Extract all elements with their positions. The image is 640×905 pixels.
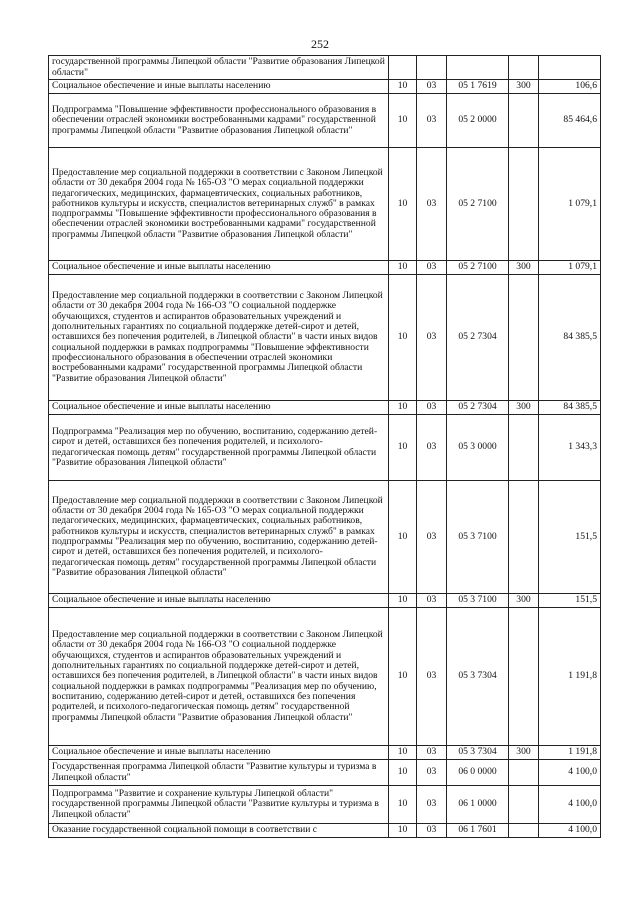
- row-section: 10: [389, 481, 417, 594]
- table-row: [49, 481, 601, 594]
- row-target-article: 05 3 0000: [447, 415, 509, 481]
- budget-table: [48, 55, 601, 838]
- row-target-article: 05 2 7304: [447, 401, 509, 415]
- row-target-article: [447, 56, 509, 80]
- table-row: [49, 80, 601, 94]
- row-subsection: 03: [417, 481, 447, 594]
- row-sum: 84 385,5: [539, 401, 601, 415]
- row-expense-type: [509, 275, 539, 401]
- row-name: Подпрограмма "Реализация мер по обучению, воспитанию, содержанию детей-сирот и детей, оставшихся без попечения родителей, и психолого-педагогическая помощь детям" государственной программы Липецкой области "Развитие образования Липецкой области": [49, 415, 389, 481]
- row-target-article: 05 2 7304: [447, 275, 509, 401]
- row-target-article: 06 0 0000: [447, 760, 509, 786]
- row-subsection: 03: [417, 746, 447, 760]
- table-row: [49, 415, 601, 481]
- row-section: 10: [389, 608, 417, 746]
- table-row: [49, 148, 601, 261]
- row-sum: 151,5: [539, 481, 601, 594]
- row-target-article: 06 1 0000: [447, 786, 509, 824]
- row-subsection: 03: [417, 401, 447, 415]
- row-expense-type: [509, 481, 539, 594]
- row-target-article: 05 2 7100: [447, 148, 509, 261]
- row-sum: 84 385,5: [539, 275, 601, 401]
- row-expense-type: [509, 94, 539, 148]
- row-section: 10: [389, 760, 417, 786]
- row-subsection: 03: [417, 760, 447, 786]
- row-name: Предоставление мер социальной поддержки в соответствии с Законом Липецкой области от 30 декабря 2004 года № 165-ОЗ "О мерах социальной поддержки педагогических, медицинских, фармацевтических, социальных работников, работников культуры и искусств, специалистов ветеринарных служб" в рамках подпрограммы "Реализация мер по обучению, воспитанию, содержанию детей-сирот и детей, оставшихся без попечения родителей, и психолого-педагогическая помощь детям" государственной программы Липецкой области "Развитие образования Липецкой области": [49, 481, 389, 594]
- row-expense-type: [509, 415, 539, 481]
- table-row: [49, 56, 601, 80]
- row-sum: 1 191,8: [539, 746, 601, 760]
- row-expense-type: 300: [509, 746, 539, 760]
- table-row: [49, 824, 601, 838]
- row-name: Социальное обеспечение и иные выплаты населению: [49, 80, 389, 94]
- row-sum: 85 464,6: [539, 94, 601, 148]
- row-subsection: 03: [417, 415, 447, 481]
- row-name: Социальное обеспечение и иные выплаты населению: [49, 746, 389, 760]
- row-subsection: [417, 56, 447, 80]
- row-sum: 1 079,1: [539, 148, 601, 261]
- row-target-article: 05 3 7304: [447, 746, 509, 760]
- row-section: [389, 56, 417, 80]
- row-subsection: 03: [417, 148, 447, 261]
- row-section: 10: [389, 80, 417, 94]
- row-name: Подпрограмма "Повышение эффективности профессионального образования в обеспечении отраслей экономики востребованными кадрами" государственной программы Липецкой области "Развитие образования Липецкой области": [49, 94, 389, 148]
- row-target-article: 05 3 7100: [447, 481, 509, 594]
- table-row: [49, 275, 601, 401]
- row-section: 10: [389, 261, 417, 275]
- row-section: 10: [389, 415, 417, 481]
- row-subsection: 03: [417, 94, 447, 148]
- row-subsection: 03: [417, 80, 447, 94]
- row-section: 10: [389, 786, 417, 824]
- row-sum: 1 191,8: [539, 608, 601, 746]
- row-section: 10: [389, 594, 417, 608]
- row-expense-type: 300: [509, 261, 539, 275]
- page-number: 252: [311, 37, 329, 51]
- row-name: Государственная программа Липецкой области "Развитие культуры и туризма в Липецкой области": [49, 760, 389, 786]
- row-sum: 4 100,0: [539, 786, 601, 824]
- row-section: 10: [389, 94, 417, 148]
- row-name: государственной программы Липецкой области "Развитие образования Липецкой области": [49, 56, 389, 80]
- row-sum: 1 079,1: [539, 261, 601, 275]
- table-row: [49, 786, 601, 824]
- table-row: [49, 608, 601, 746]
- row-expense-type: [509, 56, 539, 80]
- row-expense-type: [509, 148, 539, 261]
- row-section: 10: [389, 148, 417, 261]
- row-section: 10: [389, 746, 417, 760]
- row-section: 10: [389, 824, 417, 838]
- row-sum: 4 100,0: [539, 824, 601, 838]
- row-expense-type: [509, 824, 539, 838]
- row-name: Подпрограмма "Развитие и сохранение культуры Липецкой области" государственной программы Липецкой области "Развитие культуры и туризма в Липецкой области": [49, 786, 389, 824]
- table-row: [49, 401, 601, 415]
- row-target-article: 05 3 7100: [447, 594, 509, 608]
- row-subsection: 03: [417, 824, 447, 838]
- row-target-article: 05 3 7304: [447, 608, 509, 746]
- row-name: Социальное обеспечение и иные выплаты населению: [49, 594, 389, 608]
- row-sum: 4 100,0: [539, 760, 601, 786]
- row-section: 10: [389, 275, 417, 401]
- row-sum: 1 343,3: [539, 415, 601, 481]
- row-name: Предоставление мер социальной поддержки в соответствии с Законом Липецкой области от 30 декабря 2004 года № 166-ОЗ "О социальной поддержке обучающихся, студентов и аспирантов образовательных учреждений и дополнительных гарантиях по социальной поддержке детей-сирот и детей, оставшихся без попечения родителей, в Липецкой области" в части иных видов социальной поддержки в рамках подпрограммы "Реализация мер по обучению, воспитанию, содержанию детей-сирот и детей, оставшихся без попечения родителей, и психолого-педагогическая помощь детям" государственной программы Липецкой области "Развитие образования Липецкой области": [49, 608, 389, 746]
- row-sum: 106,6: [539, 80, 601, 94]
- row-target-article: 05 1 7619: [447, 80, 509, 94]
- row-name: Предоставление мер социальной поддержки в соответствии с Законом Липецкой области от 30 декабря 2004 года № 165-ОЗ "О мерах социальной поддержки педагогических, медицинских, фармацевтических, социальных работников, работников культуры и искусств, специалистов ветеринарных служб" в рамках подпрограммы "Повышение эффективности профессионального образования в обеспечении отраслей экономики востребованными кадрами" государственной программы Липецкой области "Развитие образования Липецкой области": [49, 148, 389, 261]
- row-subsection: 03: [417, 594, 447, 608]
- row-expense-type: 300: [509, 401, 539, 415]
- row-name: Социальное обеспечение и иные выплаты населению: [49, 261, 389, 275]
- row-name: Предоставление мер социальной поддержки в соответствии с Законом Липецкой области от 30 декабря 2004 года № 166-ОЗ "О социальной поддержке обучающихся, студентов и аспирантов образовательных учреждений и дополнительных гарантиях по социальной поддержке детей-сирот и детей, оставшихся без попечения родителей, в Липецкой области" в части иных видов социальной поддержки в рамках подпрограммы "Повышение эффективности профессионального образования в обеспечении отраслей экономики востребованными кадрами" государственной программы Липецкой области "Развитие образования Липецкой области": [49, 275, 389, 401]
- table-row: [49, 594, 601, 608]
- row-target-article: 05 2 7100: [447, 261, 509, 275]
- table-row: [49, 261, 601, 275]
- row-expense-type: [509, 608, 539, 746]
- row-sum: [539, 56, 601, 80]
- row-name: Оказание государственной социальной помощи в соответствии с: [49, 824, 389, 838]
- row-target-article: 06 1 7601: [447, 824, 509, 838]
- row-target-article: 05 2 0000: [447, 94, 509, 148]
- row-section: 10: [389, 401, 417, 415]
- row-subsection: 03: [417, 261, 447, 275]
- row-expense-type: [509, 760, 539, 786]
- row-expense-type: 300: [509, 80, 539, 94]
- table-row: [49, 746, 601, 760]
- row-expense-type: [509, 786, 539, 824]
- row-name: Социальное обеспечение и иные выплаты населению: [49, 401, 389, 415]
- row-subsection: 03: [417, 608, 447, 746]
- row-subsection: 03: [417, 275, 447, 401]
- row-expense-type: 300: [509, 594, 539, 608]
- table-row: [49, 760, 601, 786]
- row-subsection: 03: [417, 786, 447, 824]
- row-sum: 151,5: [539, 594, 601, 608]
- table-row: [49, 94, 601, 148]
